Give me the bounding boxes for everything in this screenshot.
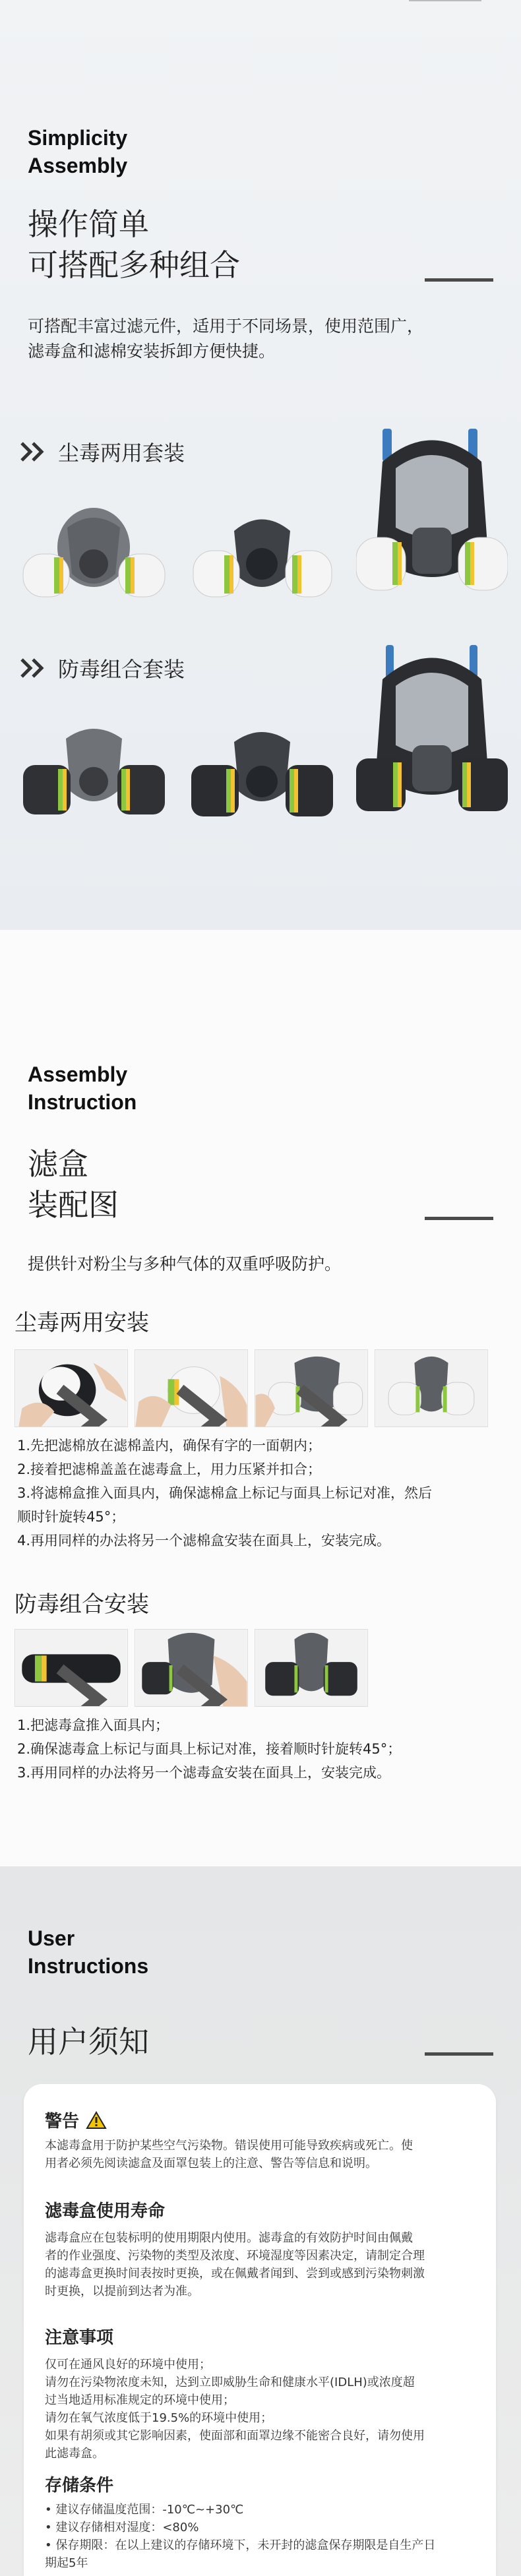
dust-step-2: 2.接着把滤棉盖盖在滤毒盒上，用力压紧并扣合； [17,1461,322,1477]
dust-step-1: 1.先把滤棉放在滤棉盖内，确保有字的一面朝内； [17,1438,322,1454]
section-simplicity-assembly [0,0,521,930]
dust-step-3: 3.将滤棉盒推入面具内，确保滤棉盒上标记与面具上标记对准，然后 [17,1485,433,1501]
gas-step-image-1 [15,1629,128,1707]
full-face-mask-cartridge-image [356,640,508,824]
half-mask-cotton-dark-image [188,508,336,607]
gas-kit-heading [20,653,185,683]
warning-heading [45,2108,107,2132]
dust-kit-title: 尘毒两用套装 [58,441,185,466]
user-instructions-card [24,2084,496,2576]
notes-heading: 注意事项 [45,2328,114,2348]
description-line2: 滤毒盒和滤棉安装拆卸方便快捷。 [28,342,276,361]
warning-text-line1: 本滤毒盒用于防护某些空气污染物。错误使用可能导致疾病或死亡。使 [45,2139,413,2153]
dust-step-image-1 [15,1349,128,1427]
title-cn-line1: 操作简单 [28,206,149,242]
full-face-mask-cotton-image [356,422,508,607]
warning-text [45,2137,480,2172]
warning-triangle-icon [86,2111,107,2130]
notes-text-line2: 请勿在污染物浓度未知，达到立即威胁生命和健康水平(IDLH)或浓度超 [45,2376,415,2389]
gas-step-2: 2.确保滤毒盒上标记与面具上标记对准，接着顺时针旋转45°； [17,1741,402,1757]
gas-step-image-2 [135,1629,248,1707]
assembly-title-cn-line1: 滤盒 [28,1146,88,1182]
title-en-line2: Assembly [28,154,128,177]
storage-text-line1: • 建议存储温度范围：-10℃~+30℃ [45,2503,244,2517]
storage-heading: 存储条件 [45,2476,114,2496]
dust-install-steps-text [17,1434,505,1552]
dust-install-heading: 尘毒两用安装 [15,1310,149,1336]
notes-text-line6: 此滤毒盒。 [45,2447,104,2461]
dust-kit-heading [20,437,185,467]
double-chevron-icon [20,657,46,679]
dust-step-image-3 [255,1349,368,1427]
user-title-en-line2: Instructions [28,1954,149,1978]
user-title-cn: 用户须知 [28,2024,149,2060]
assembly-title-cn-line2: 装配图 [28,1187,119,1223]
dust-step-3-cont: 顺时针旋转45°； [17,1509,125,1525]
assembly-description: 提供针对粉尘与多种气体的双重呼吸防护。 [28,1254,342,1273]
gas-step-3: 3.再用同样的办法将另一个滤毒盒安装在面具上，安装完成。 [17,1765,391,1781]
gas-step-image-3 [255,1629,368,1707]
gas-install-steps-text [17,1713,505,1785]
notes-text [45,2356,480,2463]
life-text-line4: 时更换，以提前到达者为准。 [45,2285,199,2298]
assembly-accent-bar [425,1217,493,1220]
description-line1: 可搭配丰富过滤元件，适用于不同场景，使用范围广， [28,317,424,336]
life-text-line3: 的滤毒盒更换时间表按时更换，或在佩戴者闻到、尝到或感到污染物刺激 [45,2267,425,2281]
notes-text-line1: 仅可在通风良好的环境中使用； [45,2358,211,2372]
user-accent-bar [425,2052,493,2056]
half-mask-cartridge-grey-image [20,719,168,824]
section-description [28,314,489,364]
warning-heading-label: 警告 [45,2112,80,2131]
gas-install-heading: 防毒组合安装 [15,1591,149,1618]
storage-text [45,2501,480,2572]
assembly-title-en-line1: Assembly [28,1062,128,1086]
life-text [45,2229,480,2300]
user-title-en-line1: User [28,1926,75,1950]
title-en-line1: Simplicity [28,126,128,150]
dust-step-image-2 [135,1349,248,1427]
double-chevron-icon [20,441,46,463]
life-text-line2: 者的作业强度、污染物的类型及浓度、环境湿度等因素决定，请制定合理 [45,2249,425,2263]
warning-text-line2: 用者必须先阅读滤盒及面罩包装上的注意、警告等信息和说明。 [45,2157,377,2170]
assembly-title-en-line2: Instruction [28,1090,137,1114]
half-mask-cotton-grey-image [20,501,168,607]
notes-text-line4: 请勿在氧气浓度低于19.5%的环境中使用； [45,2411,273,2425]
dust-install-steps-images [15,1349,488,1427]
notes-text-line3: 过当地适用标准规定的环境中使用； [45,2393,235,2407]
half-mask-cartridge-dark-image [188,725,336,824]
storage-text-line4: 期起5年 [45,2556,88,2570]
gas-kit-title: 防毒组合套装 [58,657,185,682]
storage-text-line2: • 建议存储相对湿度：<80% [45,2521,199,2534]
top-divider [409,0,481,1]
life-heading: 滤毒盒使用寿命 [45,2201,166,2221]
dust-step-4: 4.再用同样的办法将另一个滤棉盒安装在面具上，安装完成。 [17,1533,391,1549]
dust-step-image-4 [375,1349,488,1427]
gas-install-steps-images [15,1629,368,1707]
title-cn-line2: 可搭配多种组合 [28,247,240,283]
notes-text-line5: 如果有胡须或其它影响因素，使面部和面罩边缘不能密合良好，请勿使用 [45,2429,425,2443]
accent-bar [425,278,493,282]
life-text-line1: 滤毒盒应在包装标明的使用期限内使用。滤毒盒的有效防护时间由佩戴 [45,2231,413,2245]
storage-text-line3: • 保存期限：在以上建议的存储环境下，未开封的滤盒保存期限是自生产日 [45,2538,436,2552]
gas-step-1: 1.把滤毒盒推入面具内； [17,1717,169,1733]
